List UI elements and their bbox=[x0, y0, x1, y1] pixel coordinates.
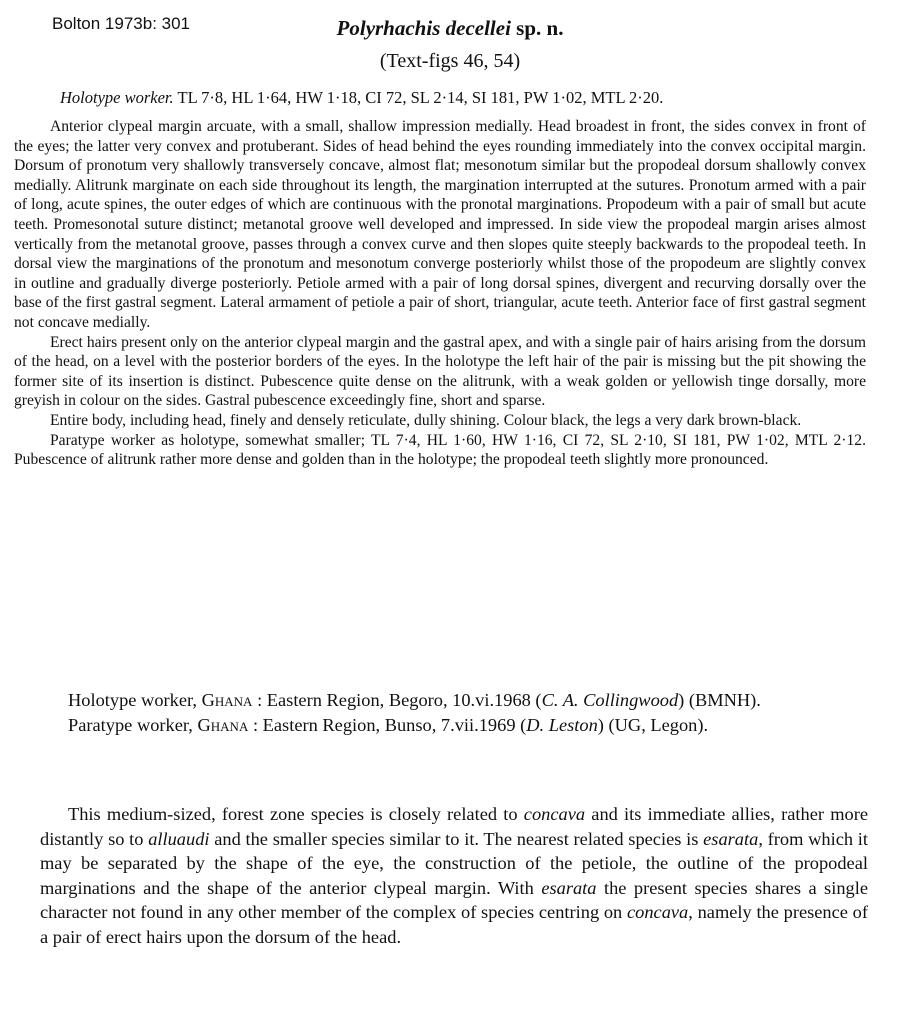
material-block bbox=[40, 688, 868, 737]
species-title bbox=[0, 16, 900, 41]
description-paragraph: Paratype worker as holotype, somewhat smaller; TL 7·4, HL 1·60, HW 1·16, CI 72, SL 2·10, SI 181, PW 1·02, MTL 2·12. Pubescence of alitrunk rather more dense and golden than in the holotype; the propodeal teeth slightly more pronounced. bbox=[14, 431, 866, 469]
paratype-material: Paratype worker, Ghana : Eastern Region, Bunso, 7.vii.1969 (D. Leston) (UG, Legon). bbox=[68, 714, 709, 735]
discussion-paragraph: This medium-sized, forest zone species is closely related to concava and its immediate allies, rather more distantly so to alluaudi and the smaller species similar to it. The nearest related species is esarata, from which it may be separated by the shape of the eye, the construction of the petiole, the outline of the propodeal marginations and the shape of the anterior clypeal margin. With esarata the present species shares a single character not found in any other member of the complex of species centring on concava, namely the presence of a pair of erect hairs upon the dorsum of the head. bbox=[40, 804, 868, 947]
figure-reference: (Text-figs 46, 54) bbox=[379, 50, 521, 72]
species-suffix: sp. n. bbox=[516, 16, 564, 40]
species-name: Polyrhachis decellei bbox=[336, 16, 511, 40]
description-block bbox=[14, 117, 866, 470]
holotype-material: Holotype worker, Ghana : Eastern Region, Begoro, 10.vi.1968 (C. A. Collingwood) (BMNH). bbox=[68, 690, 761, 710]
species-reference: esarata bbox=[541, 877, 597, 898]
measurements-values: TL 7·8, HL 1·64, HW 1·18, CI 72, SL 2·14, SI 181, PW 1·02, MTL 2·20. bbox=[177, 88, 664, 107]
holotype-measurements bbox=[60, 88, 663, 108]
species-reference: esarata bbox=[703, 828, 759, 849]
species-reference: alluaudi bbox=[148, 828, 210, 849]
description-paragraph: Entire body, including head, finely and densely reticulate, dully shining. Colour black, the legs a very dark brown-black. bbox=[50, 411, 802, 429]
measurements-label: Holotype worker. bbox=[60, 88, 174, 107]
description-paragraph: Erect hairs present only on the anterior clypeal margin and the gastral apex, and with a single pair of hairs arising from the dorsum of the head, on a level with the posterior borders of the eyes. In the holotype the left hair of the pair is missing but the pit showing the former site of its insertion is distinct. Pubescence quite dense on the alitrunk, with a weak golden or yellowish tinge dorsally, more greyish in colour on the sides. Gastral pubescence exceedingly fine, short and sparse. bbox=[14, 333, 866, 410]
country-name: Ghana bbox=[197, 714, 249, 735]
discussion-block bbox=[40, 802, 868, 950]
description-paragraph: Anterior clypeal margin arcuate, with a small, shallow impression medially. Head broadest in front, the sides convex in front of the eyes; the latter very convex and protuberant. Sides of head behind the eyes rounding immediately into the convex occipital margin. Dorsum of pronotum very shallowly transversely concave, almost flat; mesonotum similar but the propodeal dorsum shallowly convex medially. Alitrunk marginate on each side throughout its length, the margination interrupted at the sutures. Pronotum armed with a pair of long, acute spines, the outer edges of which are continuous with the pronotal marginations. Propodeum with a pair of small but acute teeth. Promesonotal suture distinct; metanotal groove well developed and impressed. In side view the propodeal margin arises almost vertically from the metanotal groove, passes through a convex curve and then slopes quite steeply backwards to the propodeal teeth. In dorsal view the marginations of the pronotum and mesonotum converge posteriorly whilst those of the propodeum are slightly convex in outline and gradually diverge posteriorly. Petiole armed with a pair of long dorsal spines, divergent and recurving dorsally over the base of the first gastral segment. Lateral armament of petiole a pair of short, triangular, acute teeth. Anterior face of first gastral segment not concave medially. bbox=[14, 118, 866, 331]
collector-name: C. A. Collingwood bbox=[541, 690, 679, 710]
species-reference: concava bbox=[626, 902, 689, 923]
citation-label: Bolton 1973b: 301 bbox=[52, 14, 191, 33]
collector-name: D. Leston bbox=[526, 714, 598, 735]
country-name: Ghana bbox=[201, 690, 253, 710]
species-reference: concava bbox=[523, 804, 586, 824]
